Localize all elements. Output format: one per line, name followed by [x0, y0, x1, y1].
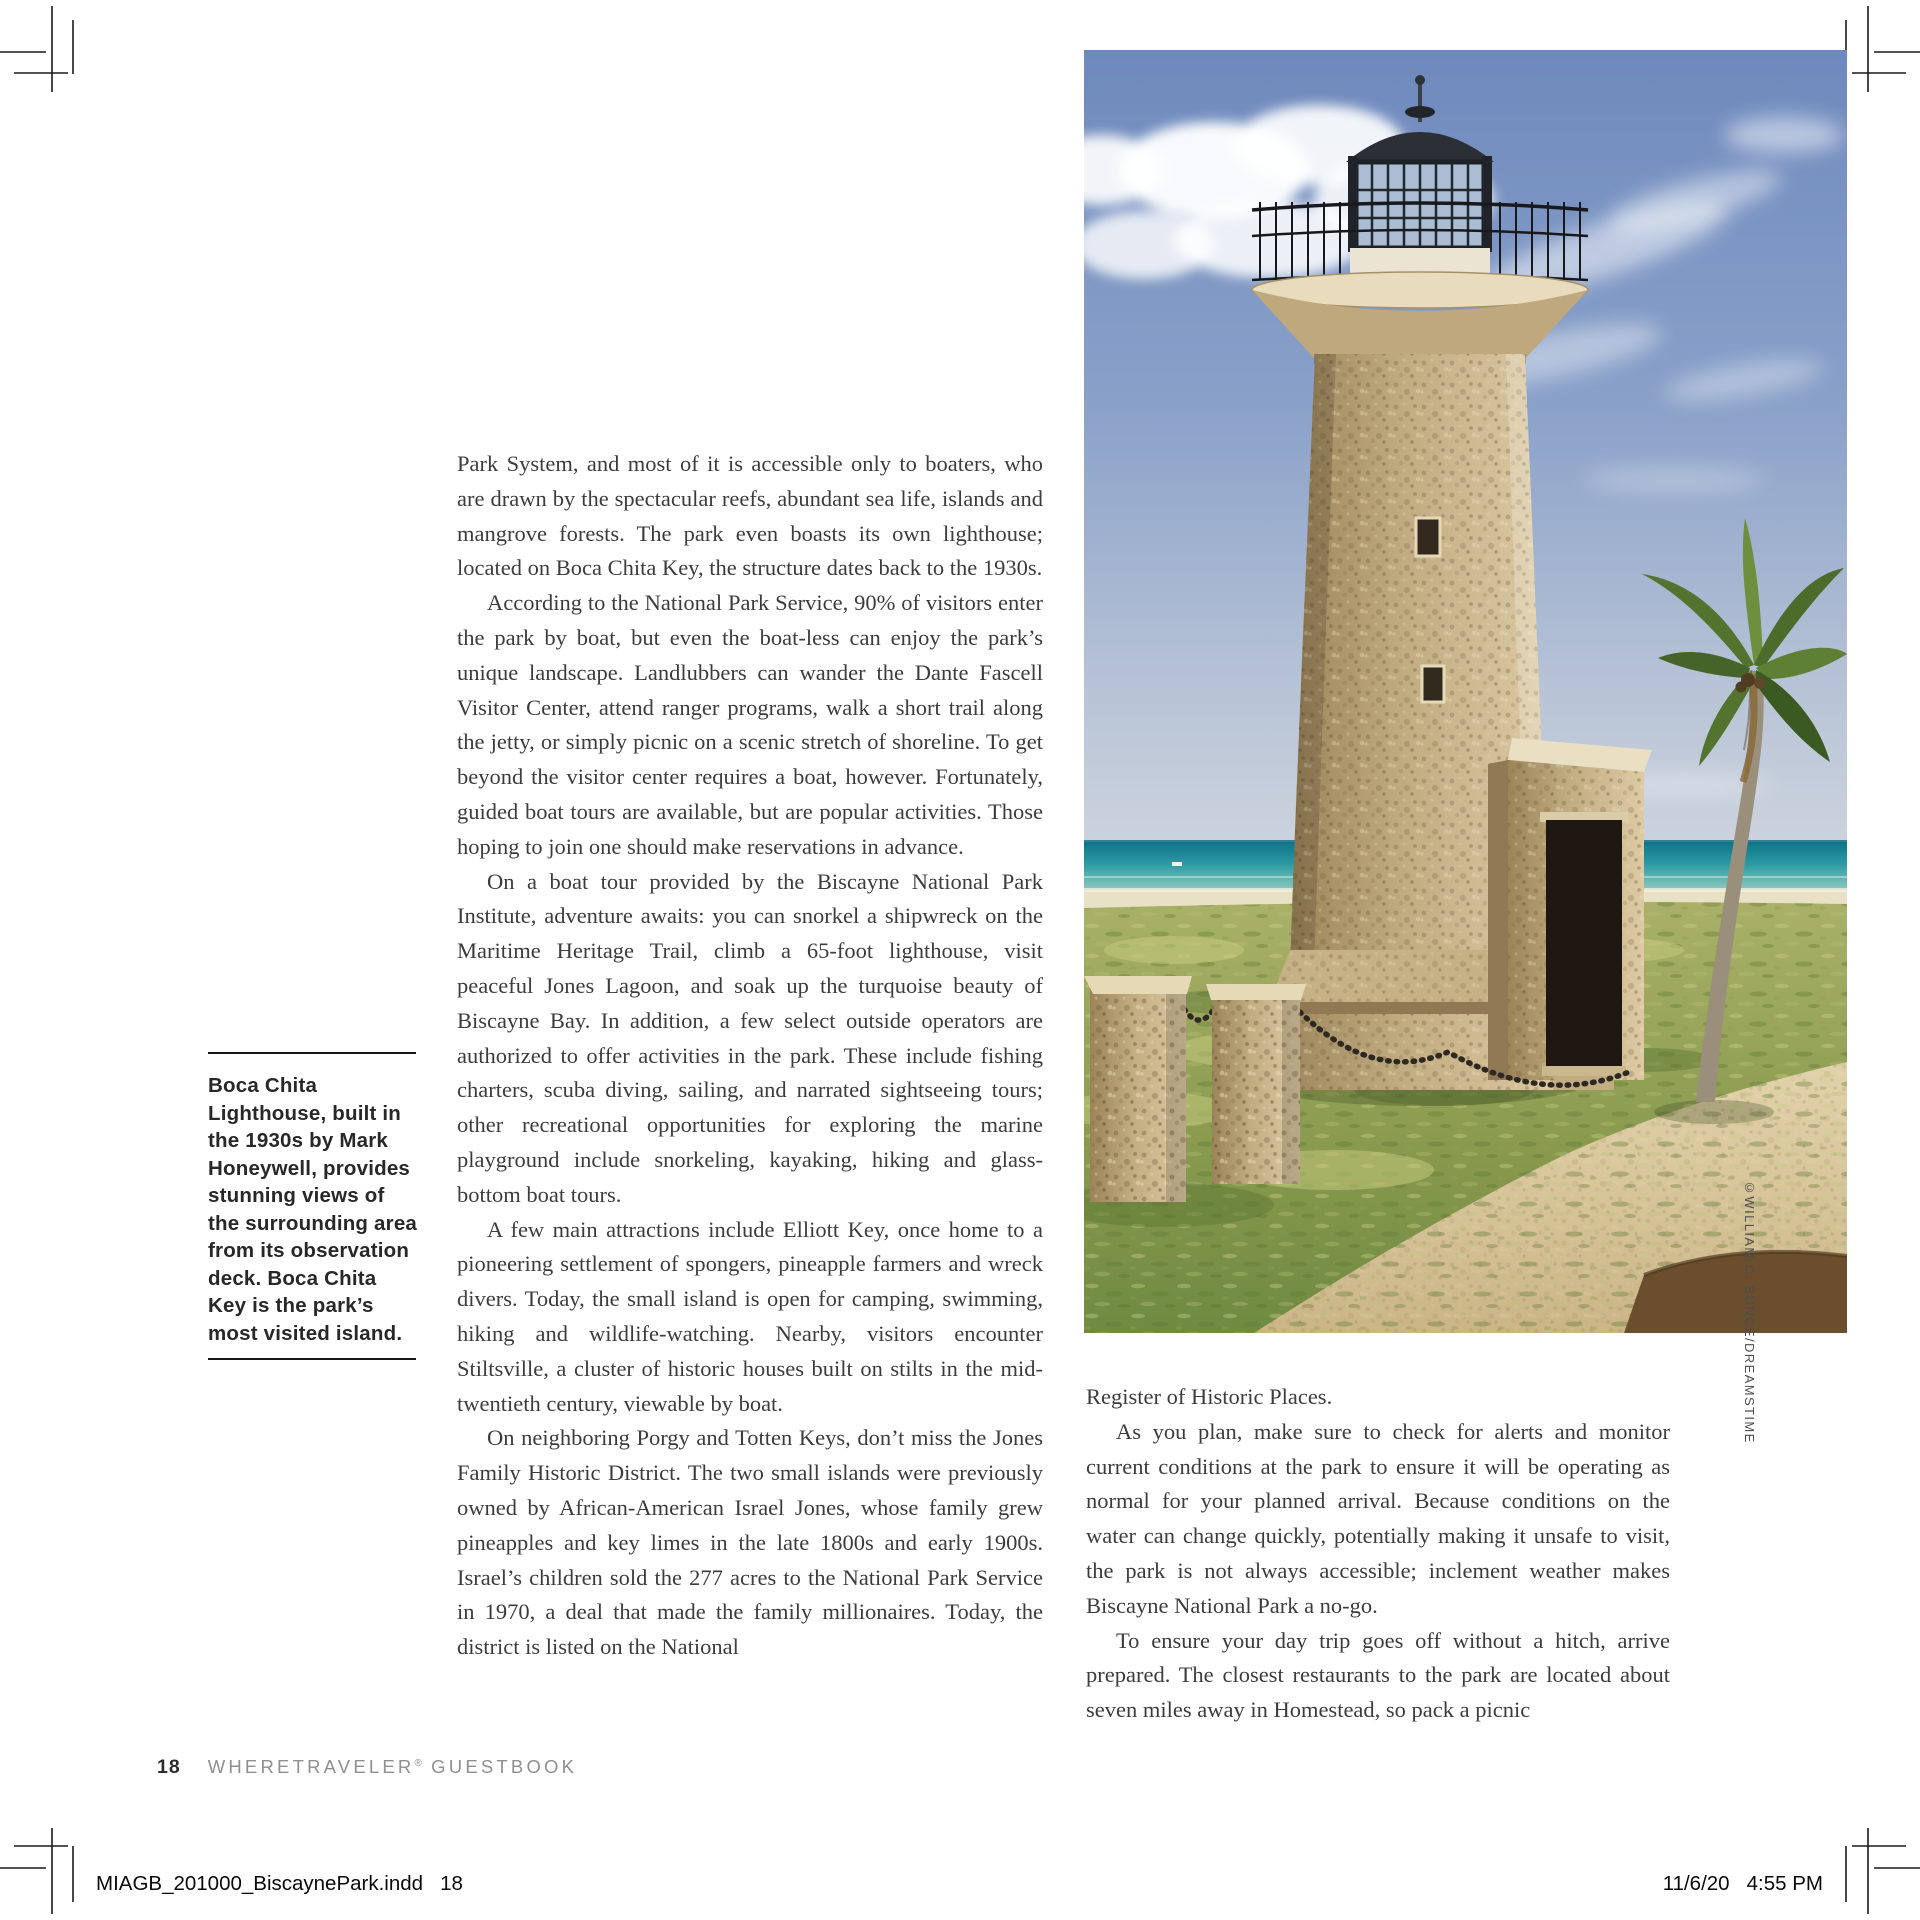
caption-rule-bottom — [208, 1358, 416, 1360]
print-slug-datetime: 11/6/20 4:55 PM — [1662, 1872, 1823, 1895]
paragraph: To ensure your day trip goes off without a hitch, arrive prepared. The closest restaurants to the park are located about seven miles away in Homestead, so pack a picnic — [1086, 1627, 1670, 1723]
article-right-column — [1086, 1380, 1670, 1728]
brand-name: WHERETRAVELER® GUESTBOOK — [207, 1756, 578, 1777]
print-slug-filename: MIAGB_201000_BiscaynePark.indd 18 — [96, 1872, 463, 1895]
lighthouse-photo — [1084, 50, 1847, 1333]
page-footer — [157, 1756, 577, 1779]
caption-rule-top — [208, 1052, 416, 1054]
paragraph: Register of Historic Places. — [1086, 1384, 1333, 1409]
paragraph: Park System, and most of it is accessible only to boaters, who are drawn by the spectacular reefs, abundant sea life, islands and mangrove forests. The park even boasts its own lighthouse; located on Boca Chita Key, the structure dates back to the 1930s. — [457, 451, 1043, 581]
page-number: 18 — [157, 1756, 181, 1778]
paragraph: According to the National Park Service, 90% of visitors enter the park by boat, but even the boat-less can enjoy the park’s unique landscape. Landlubbers can wander the Dante Fascell Visitor Center, attend ranger programs, walk a short trail along the jetty, or simply picnic on a scenic stretch of shoreline. To get beyond the visitor center requires a boat, however. Fortunately, guided boat tours are available, but are popular activities. Those hoping to join one should make reservations in advance. — [457, 590, 1043, 859]
paragraph: A few main attractions include Elliott Key, once home to a pioneering settlement of spongers, pineapple farmers and wreck divers. Today, the small island is open for camping, swimming, hiking and wildlife-watching. Nearby, visitors encounter Stiltsville, a cluster of historic houses built on stilts in the mid-twentieth century, viewable by boat. — [457, 1216, 1043, 1416]
photo-credit: ©WILLIAM C. BUNCE/DREAMSTIME — [1742, 1180, 1757, 1444]
paragraph: On a boat tour provided by the Biscayne National Park Institute, adventure awaits: you can snorkel a shipwreck on the Maritime Heritage Trail, climb a 65-foot lighthouse, visit peaceful Jones Lagoon, and soak up the turquoise beauty of Biscayne Bay. In addition, a few select outside operators are authorized to offer activities in the park. These include fishing charters, scuba diving, sailing, and narrated sightseeing tours; other recreational opportunities for exploring the marine playground include snorkeling, kayaking, hiking and glass-bottom boat tours. — [457, 868, 1043, 1207]
paragraph: On neighboring Porgy and Totten Keys, don’t miss the Jones Family Historic District. The two small islands were previously owned by African-American Israel Jones, whose family grew pineapples and key limes in the late 1800s and early 1900s. Israel’s children sold the 277 acres to the National Park Service in 1970, a deal that made the family millionaires. Today, the district is listed on the National — [457, 1425, 1043, 1660]
registered-mark-icon: ® — [414, 1757, 423, 1769]
article-left-column — [457, 447, 1043, 1665]
paragraph: As you plan, make sure to check for alerts and monitor current conditions at the park to ensure it will be operating as normal for your planned arrival. Because conditions on the water can change quickly, potentially making it unsafe to visit, the park is not always accessible; inclement weather makes Biscayne National Park a no-go. — [1086, 1418, 1670, 1618]
photo-caption: Boca Chita Lighthouse, built in the 1930s by Mark Honeywell, provides stunning views of the surrounding area from its observation deck. Boca Chita Key is the park’s most visited island. — [208, 1074, 418, 1345]
